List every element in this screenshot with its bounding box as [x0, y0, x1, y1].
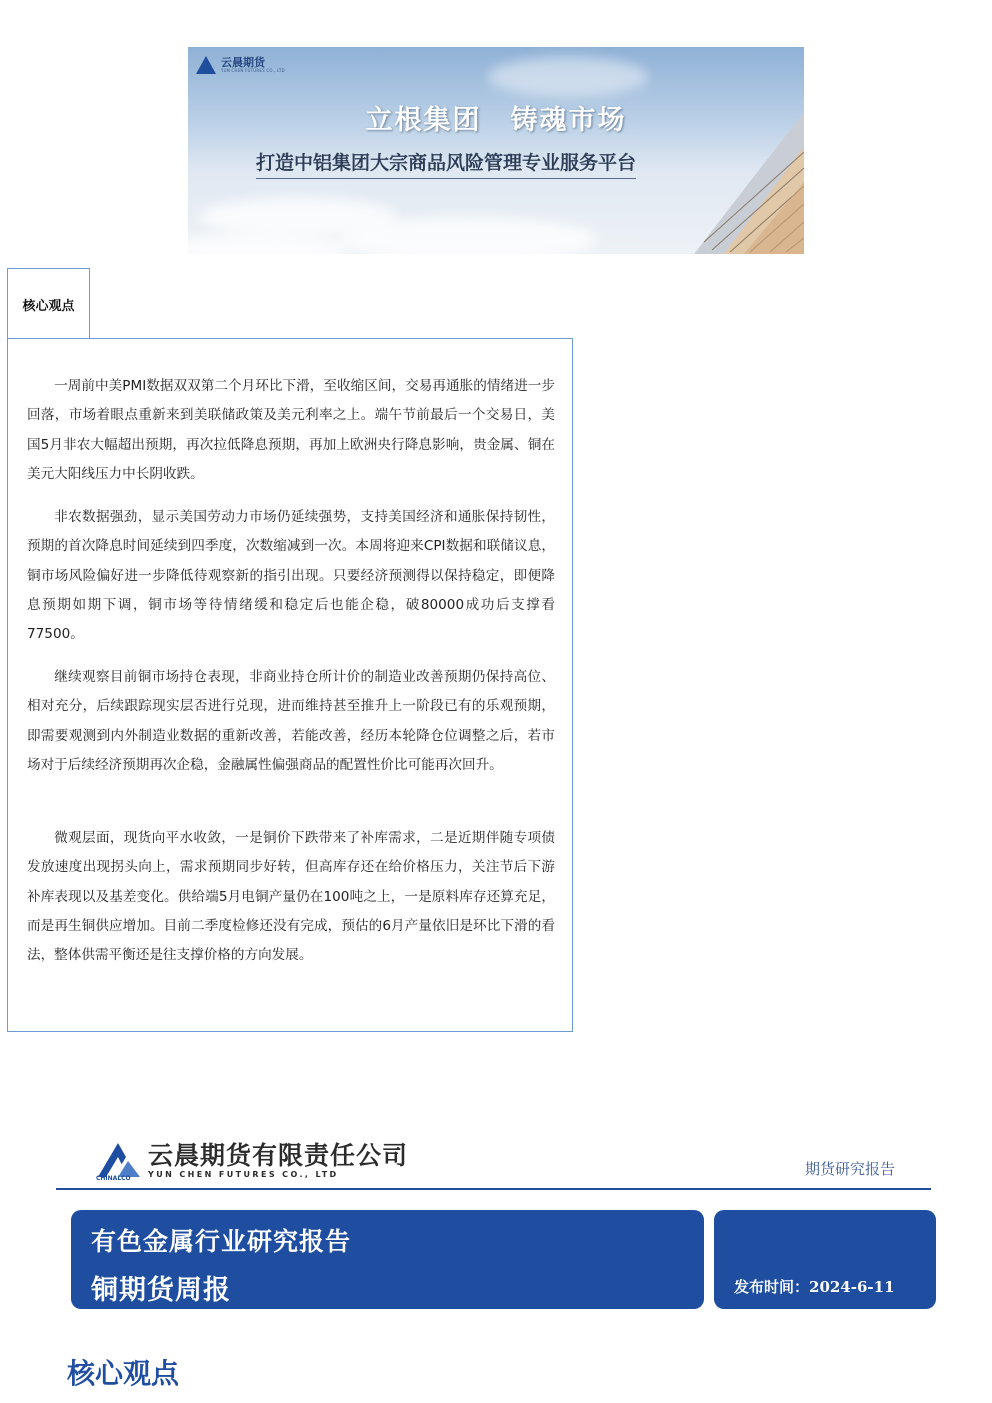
core-view-tab: [7, 268, 90, 339]
report-type: 期货研究报告: [804, 1160, 895, 1178]
banner-title: 立根集团 铸魂市场: [365, 105, 627, 136]
core-view-paragraph: 一周前中美PMI数据双双第二个月环比下滑，至收缩区间，交易再通胀的情绪进一步回落，市场着眼点重新来到美联储政策及美元利率之上。端午节前最后一个交易日，美国5月非农大幅超出预期，再次拉低降息预期，再加上欧洲央行降息影响，贵金属、铜在美元大阳线压力中长阴收跌。: [27, 378, 555, 482]
company-name: 云晨期货有限责任公司: [148, 1141, 409, 1170]
report-category: 有色金属行业研究报告: [91, 1227, 352, 1256]
publish-date: 发布时间：2024-6-11: [734, 1278, 895, 1296]
banner-subtitle: 打造中铝集团大宗商品风险管理专业服务平台: [256, 148, 636, 179]
date-panel: [714, 1210, 936, 1309]
core-view-paragraph: 微观层面，现货向平水收敛，一是铜价下跌带来了补库需求，二是近期伴随专项债发放速度出现拐头向上，需求预期同步好转，但高库存还在给价格压力，关注节后下游补库表现以及基差变化。供给端5月电铜产量仍在100吨之上，一是原料库存还算充足，而是再生铜供应增加。目前二季度检修还没有完成，预估的6月产量依旧是环比下滑的看法，整体供需平衡还是往支撑价格的方向发展。: [27, 830, 555, 964]
company-name-en: YUN CHEN FUTURES CO., LTD: [148, 1170, 339, 1179]
core-view-paragraph: 非农数据强劲，显示美国劳动力市场仍延续强势，支持美国经济和通胀保持韧性，预期的首次降息时间延续到四季度，次数缩减到一次。本周将迎来CPI数据和联储议息，铜市场风险偏好进一步降低待观察新的指引出现。只要经济预测得以保持稳定，即便降息预期如期下调，铜市场等待情绪缓和稳定后也能企稳，破80000成功后支撑看77500。: [27, 509, 555, 643]
core-view-tab-label: 核心观点: [22, 298, 75, 314]
company-logo-icon: [196, 56, 216, 74]
banner-logo-sub: YUN CHEN FUTURES CO., LTD: [221, 68, 285, 73]
company-logo: [96, 1141, 408, 1179]
core-view-paragraph: 继续观察目前铜市场持仓表现，非商业持仓所计价的制造业改善预期仍保持高位、相对充分，后续跟踪现实层否进行兑现，进而维持甚至推升上一阶段已有的乐观预期，即需要观测到内外制造业数据的重新改善，若能改善，经历本轮降仓位调整之后，若市场对于后续经济预期再次企稳，金融属性偏强商品的配置性价比可能再次回升。: [27, 669, 555, 773]
brand-label: CHINALCO: [96, 1175, 131, 1182]
title-panel: [71, 1210, 704, 1309]
cloud-decoration: [488, 57, 648, 97]
banner-logo-text: 云晨期货: [221, 56, 265, 69]
section-heading: 核心观点: [67, 1357, 180, 1390]
report-title: 铜期货周报: [91, 1275, 231, 1306]
cloud-decoration: [338, 217, 598, 254]
banner-logo: [196, 56, 285, 74]
header-divider: [56, 1188, 931, 1190]
header-banner: [188, 47, 804, 254]
company-logo-icon: [96, 1141, 142, 1179]
